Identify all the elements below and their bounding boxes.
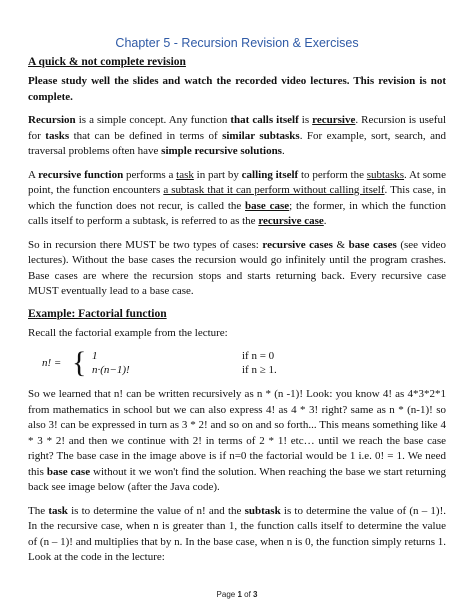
total-page-count: 3 — [253, 590, 258, 599]
page-footer: Page 1 of 3 — [216, 590, 258, 599]
formula-lhs: n! = — [42, 357, 62, 369]
paragraph-recall: Recall the factorial example from the lecture: — [28, 326, 228, 339]
formula-brace: { — [72, 346, 87, 379]
section-heading-revision: A quick & not complete revision — [28, 56, 186, 68]
paragraph-recursion-intro: Recursion is a simple concept. Any function that calls itself is recursive. Recursion is useful for tasks that can be defined in terms of similar subtasks. For example, sort, search, and traversal problems often have simple recursive solutions. — [28, 114, 447, 157]
formula-conditions — [242, 350, 322, 376]
formula-condition-recursive: if n ≥ 1. — [242, 364, 277, 376]
paragraph-task-subtask: The task is to determine the value of n! and the subtask is to determine the value of (n – 1)!. In the recursive case, when n is greater than 1, the function calls itself to determine the value of (n – 1)! and multiplies that by n. In the base case, when n is 0, the function simply returns 1. Look at the code in the lecture: — [28, 504, 447, 563]
paragraph-factorial-explanation: So we learned that n! can be written recursively as n * (n -1)! Look: you know 4! as 4*3*2*1 from mathematics in school but we can also express 4! as 4 * 3! right? same as n * (n-1)! so also 3! can be expressed in turn as 3 * 2! and so on and so forth... This means something like 4 * 3 * 2! and then we continue with 2! in terms of 2 * 1! etc… until we reach the base case right? The base case in the image above is if n=0 the factorial would be 1 i.e. 0! = 1. We need this base case without it we won't find the solution. When reaching the base we start returning back see image below (after the Java code). — [28, 388, 446, 493]
formula-case-recursive: n·(n−1)! — [92, 364, 130, 376]
factorial-formula — [42, 346, 446, 379]
study-note: Please study well the slides and watch the recorded video lectures. This revision is not complete. — [28, 75, 446, 103]
paragraph-recursive-function: A recursive function performs a task in part by calling itself to perform the subtasks. At some point, the function encounters a subtask that it can perform without calling itself. This case, in which the function does not recur, is called the base case; the former, in which the function calls itself to perform a subtask, is referred to as the recursive case. — [28, 168, 446, 227]
formula-condition-base: if n = 0 — [242, 350, 275, 362]
section-heading-factorial: Example: Factorial function — [28, 307, 167, 320]
formula-cases — [92, 350, 242, 376]
formula-case-base: 1 — [92, 350, 98, 362]
current-page-number: 1 — [237, 590, 242, 599]
page-title: Chapter 5 - Recursion Revision & Exercises — [115, 36, 359, 50]
paragraph-case-types: So in recursion there MUST be two types of cases: recursive cases & base cases (see video lectures). Without the base cases the recursion would go infinitely until the program crashes. Base cases are where the recursion stops and starts returning back. Every recursive case MUST eventually lead to a base case. — [28, 238, 447, 297]
